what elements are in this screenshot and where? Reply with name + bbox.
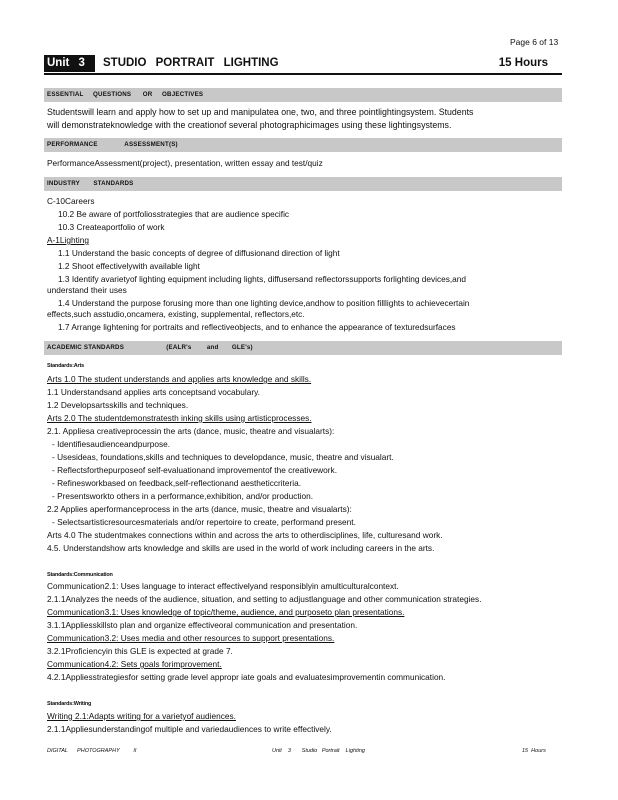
arts-line: Arts 2.0 The studentdemonstratesth inking skills using artisticprocesses. [47,413,312,423]
communication-line: Communication2.1: Uses language to interact effectivelyand responsiblyin amulticulturalcontext. [47,581,399,591]
unit-header [44,55,562,72]
academic-band: ACADEMIC STANDARDS (EALR's and GLE's) [44,341,562,355]
performance-text: PerformanceAssessment(project), presentation, written essay and test/quiz [47,158,323,168]
arts-line: 1.2 Developsartsskills and techniques. [47,400,189,410]
lighting-item: 1.7 Arrange lightening for portraits and reflectiveobjects, and to enhance the appearance of texturedsurfaces [58,322,456,332]
footer-unit: Unit 3 Studio Portrait Lighting [272,748,365,754]
essential-line-2: will demonstrateknowledge with the creationof several photographicimages using these lightingsystems. [47,120,452,130]
industry-band: INDUSTRY STANDARDS [44,177,562,191]
communication-line: Communication3.2: Uses media and other resources to support presentations. [47,633,335,643]
communication-line: 3.1.1Appliesskillsto plan and organize effectiveoral communication and presentation. [47,620,358,630]
page-number: Page 6 of 13 [510,37,559,47]
footer-hours: 15 Hours [522,748,546,754]
communication-heading: Standards:Communication [47,572,113,578]
essential-band: ESSENTIAL QUESTIONS OR OBJECTIVES [44,88,562,102]
writing-line: Writing 2.1:Adapts writing for a varietyof audiences. [47,711,236,721]
communication-line: Communication4.2: Sets goals forimprovement. [47,659,222,669]
lighting-item: 1.1 Understand the basic concepts of degree of diffusionand direction of light [58,248,340,258]
essential-line-1: Studentswill learn and apply how to set up and manipulatea one, two, and three pointlightingsystem. Students [47,107,474,117]
careers-heading: C-10Careers [47,196,95,206]
arts-line: 4.5. Understandshow arts knowledge and skills are used in the world of work including careers in the arts. [47,543,435,553]
footer-course: DIGITAL PHOTOGRAPHY II [47,748,137,754]
header-rule [44,73,562,75]
arts-line: Arts 4.0 The studentmakes connections within and across the arts to otherdisciplines, life, culturesand work. [47,530,443,540]
careers-item: 10.3 Createaportfolio of work [58,222,165,232]
arts-line: - Presentsworkto others in a performance,exhibition, and/or production. [52,491,314,501]
unit-hours: 15 Hours [498,57,548,69]
arts-line: - Reflectsforthepurposeof self-evaluationand improvementof the creativework. [52,465,338,475]
lighting-item: 1.3 Identify avarietyof lighting equipment including lights, diffusersand reflectorssupports forlighting devices,and [58,274,467,284]
communication-line: 2.1.1Analyzes the needs of the audience, situation, and setting to adjustlanguage and other communication strategies. [47,594,482,604]
communication-line: Communication3.1: Uses knowledge of topic/theme, audience, and purposeto plan presentations. [47,607,405,617]
arts-line: 2.1. Appliesa creativeprocessin the arts (dance, music, theatre and visualarts): [47,426,335,436]
arts-line: 1.1 Understandsand applies arts conceptsand vocabulary. [47,387,260,397]
writing-line: 2.1.1Appliesunderstandingof multiple and variedaudiences to write effectively. [47,724,332,734]
unit-label: Unit 3 [44,55,95,72]
lighting-item: 1.2 Shoot effectivelywith available light [58,261,200,271]
communication-line: 3.2.1Proficiencyin this GLE is expected at grade 7. [47,646,233,656]
communication-line: 4.2.1Appliesstrategiesfor setting grade level appropr iate goals and evaluatesimprovementin communication. [47,672,446,682]
lighting-heading: A-1Lighting [47,235,89,245]
lighting-item: 1.4 Understand the purpose forusing more than one lighting device,andhow to position filllights to achievecertain [58,298,470,308]
writing-heading: Standards:Writing [47,701,92,707]
performance-band: PERFORMANCE ASSESSMENT(S) [44,138,562,152]
arts-line: - Refinesworkbased on feedback,self-reflectionand aestheticcriteria. [52,478,302,488]
lighting-item: understand their uses [47,285,127,295]
lighting-item: effects,such asstudio,oncamera, existing, supplemental, reflectors,etc. [47,309,305,319]
unit-title: STUDIO PORTRAIT LIGHTING [103,57,279,69]
arts-line: - Selectsartisticresourcesmaterials and/or repertoire to create, performand present. [52,517,356,527]
arts-heading: Standards:Arts [47,363,84,369]
arts-line: - Usesideas, foundations,skills and techniques to developdance, music, theatre and visualart. [52,452,394,462]
arts-line: - Identifiesaudienceandpurpose. [52,439,171,449]
arts-line: 2.2 Applies aperformanceprocess in the arts (dance, music, theatre and visualarts): [47,504,352,514]
careers-item: 10.2 Be aware of portfoliosstrategies that are audience specific [58,209,290,219]
arts-line: Arts 1.0 The student understands and applies arts knowledge and skills. [47,374,312,384]
